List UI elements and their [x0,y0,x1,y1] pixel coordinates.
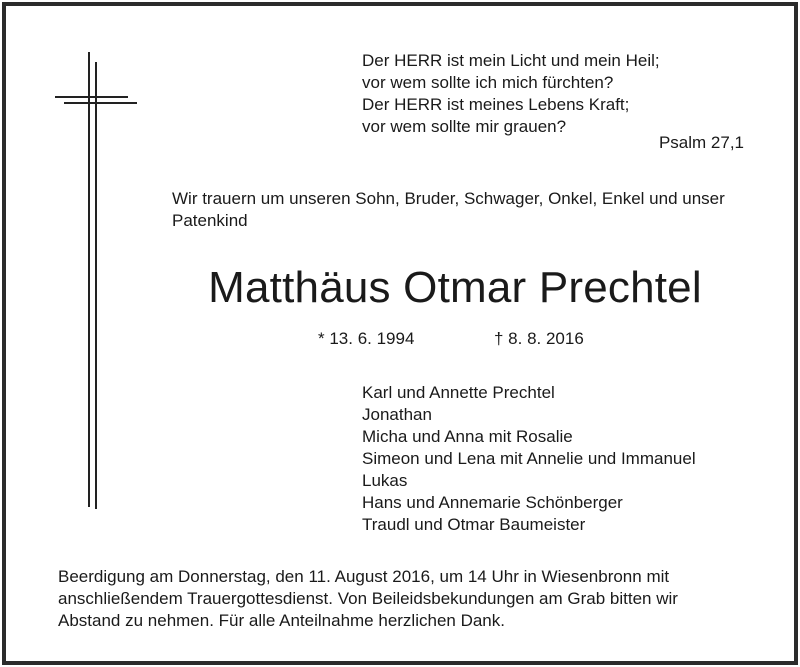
funeral-details [58,566,748,632]
mourner-entry: Traudl und Otmar Baumeister [362,515,586,534]
intro-text: Wir trauern um unseren Sohn, Bruder, Schwager, Onkel, Enkel und unser Patenkind [172,189,725,230]
mourner-entry: Simeon und Lena mit Annelie und Immanuel [362,449,696,468]
bible-verse [362,50,660,138]
footer-line: Abstand zu nehmen. Für alle Anteilnahme herzlichen Dank. [58,611,505,630]
footer-line: anschließendem Trauergottesdienst. Von Beileidsbekundungen am Grab bitten wir [58,589,678,608]
verse-line: Der HERR ist mein Licht und mein Heil; [362,51,660,70]
death-date: † 8. 8. 2016 [494,329,584,348]
mourner-entry: Lukas [362,471,408,490]
deceased-name: Matthäus Otmar Prechtel [208,263,702,312]
verse-line: vor wem sollte ich mich fürchten? [362,73,614,92]
mourner-entry: Hans und Annemarie Schönberger [362,493,623,512]
birth-date: * 13. 6. 1994 [318,329,415,348]
mourner-entry: Karl und Annette Prechtel [362,383,555,402]
mourner-entry: Micha und Anna mit Rosalie [362,427,573,446]
verse-line: vor wem sollte mir grauen? [362,117,567,136]
footer-line: Beerdigung am Donnerstag, den 11. August 2016, um 14 Uhr in Wiesenbronn mit [58,567,670,586]
verse-line: Der HERR ist meines Lebens Kraft; [362,95,630,114]
verse-reference: Psalm 27,1 [658,133,744,152]
mourner-entry: Jonathan [362,405,432,424]
mourners-list [362,382,696,536]
